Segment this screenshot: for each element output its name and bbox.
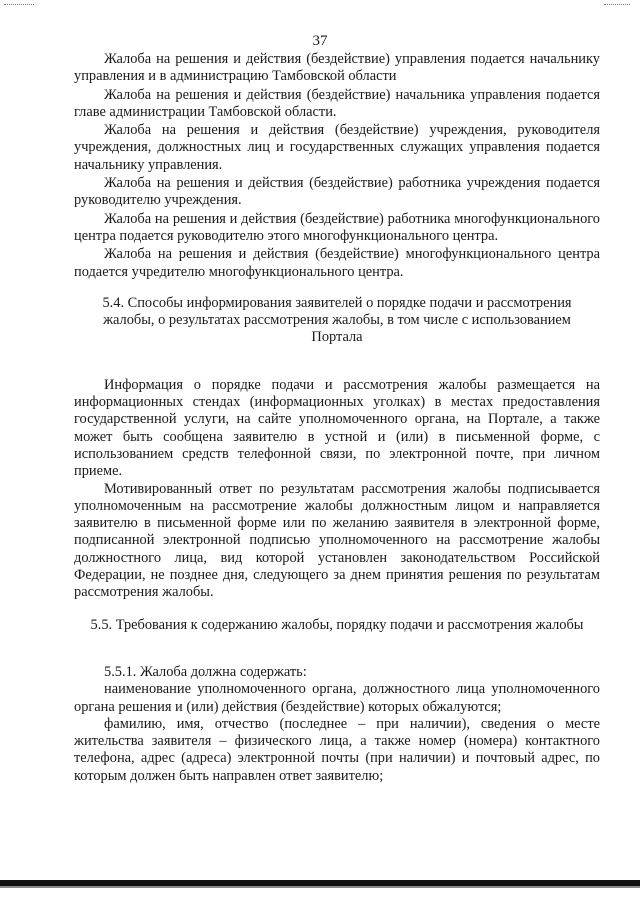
page-number: 37 (312, 33, 328, 49)
paragraph: Жалоба на решения и действия (бездействие) работника многофункционального центра подается руководителю этого многофункционального центра. (74, 210, 600, 244)
section-heading-5-5: 5.5. Требования к содержанию жалобы, порядку подачи и рассмотрения жалобы (90, 616, 584, 633)
scan-mark-right (604, 4, 630, 8)
document-body (74, 51, 600, 785)
paragraph: Жалоба на решения и действия (бездействие) учреждения, руководителя учреждения, должностных лиц и государственных служащих управления подается начальнику управления. (74, 122, 600, 173)
scan-bottom-shadow (0, 886, 640, 888)
paragraph: Жалоба на решения и действия (бездействие) работника учреждения подается руководителю учреждения. (74, 175, 600, 209)
paragraph: фамилию, имя, отчество (последнее – при наличии), сведения о месте жительства заявителя – физического лица, а также номер (номера) контактного телефона, адрес (адреса) электронной почты (при наличии) и почтовый адрес, по которым должен быть направлен ответ заявителю; (74, 715, 600, 784)
paragraph: 5.5.1. Жалоба должна содержать: (104, 663, 307, 680)
scan-mark-left (4, 4, 34, 8)
paragraph: Жалоба на решения и действия (бездействие) многофункционального центра подается учредителю многофункционального центра. (74, 246, 600, 280)
paragraph: Жалоба на решения и действия (бездействие) начальника управления подается главе администрации Тамбовской области. (74, 86, 600, 120)
paragraph: Жалоба на решения и действия (бездействие) управления подается начальнику управления и в администрацию Тамбовской области (74, 51, 600, 85)
section-heading-5-4: 5.4. Способы информирования заявителей о порядке подачи и рассмотрения жалобы, о результатах рассмотрения жалобы, в том числе с использованием Портала (102, 294, 572, 346)
paragraph: Мотивированный ответ по результатам рассмотрения жалобы подписывается уполномоченным на рассмотрение жалобы должностным лицом и направляется заявителю в письменной форме или по желанию заявителя в электронной форме, подписанной электронной подписью уполномоченного на рассмотрение жалобы должностного лица, вид которой установлен законодательством Российской Федерации, не позднее дня, следующего за днем принятия решения по результатам рассмотрения жалобы. (74, 480, 600, 601)
paragraph: Информация о порядке подачи и рассмотрения жалобы размещается на информационных стендах (информационных уголках) в местах предоставления государственной услуги, на сайте уполномоченного органа, на Портале, а также может быть сообщена заявителю в устной и (или) в письменной форме, с использованием средств телефонной связи, по электронной почте, при личном приеме. (74, 376, 600, 480)
paragraph: наименование уполномоченного органа, должностного лица уполномоченного органа решения и (или) действия (бездействие) которых обжалуются; (74, 681, 600, 715)
